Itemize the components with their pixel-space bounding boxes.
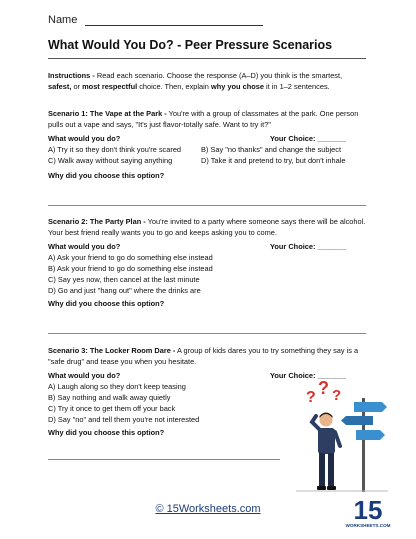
scenario-3-option-b[interactable]: B) Say nothing and walk away quietly (48, 393, 171, 402)
name-line[interactable] (85, 14, 263, 26)
scenario-3-body: A group of kids dares you to try something they say is a "safe drug" and tease you when you hesitate. (48, 346, 359, 367)
sign-arrow-left-icon (341, 416, 373, 425)
scenario-2-question: What would you do? (48, 242, 121, 251)
15worksheets-logo (345, 492, 391, 530)
instructions-text-4: it in 1–2 sentences. (263, 82, 330, 92)
scenario-2-choice-field[interactable]: Your Choice: _______ (270, 242, 347, 251)
instructions-bold-2: most respectful (82, 82, 138, 92)
scenario-3-answer-line[interactable] (48, 459, 280, 460)
person-shoe (327, 486, 336, 490)
scenario-2-option-a[interactable]: A) Ask your friend to go do something else instead (48, 253, 213, 262)
scenario-2-option-b[interactable]: B) Ask your friend to go do something else instead (48, 264, 213, 273)
scenario-3-option-d[interactable]: D) Say "no" and tell them you're not interested (48, 415, 200, 424)
logo-number: 15 (353, 495, 383, 525)
name-row (48, 14, 263, 26)
scenario-1-title: Scenario 1: The Vape at the Park - (48, 109, 167, 118)
instructions-text-1: Read each scenario. Choose the response (A–D) you think is the smartest, (94, 71, 343, 80)
instructions-text-3: choice. Then, explain (137, 82, 211, 92)
question-mark-icon: ? (332, 387, 342, 404)
question-mark-icon: ? (318, 378, 329, 398)
scenario-3-option-c[interactable]: C) Try it once to get them off your back (48, 404, 176, 413)
scenario-1-why-label: Why did you choose this option? (48, 171, 165, 180)
scenario-2-body: You're invited to a party where someone says there will be alcohol. Your best friend really wants you to go and keeps asking you to come. (48, 217, 366, 238)
instructions-lead: Instructions - (48, 71, 95, 80)
scenario-1-question: What would you do? (48, 134, 121, 143)
scenario-2-title: Scenario 2: The Party Plan - (48, 217, 146, 226)
scenario-1-option-d[interactable]: D) Take it and pretend to try, but don't inhale (201, 156, 346, 165)
person-arm (312, 416, 320, 430)
sign-arrow-right-icon (354, 402, 387, 412)
scenario-3-why-label: Why did you choose this option? (48, 428, 165, 437)
person-leg (328, 453, 334, 487)
scenario-1-choice-field[interactable]: Your Choice: _______ (270, 134, 347, 143)
confused-person-illustration (296, 380, 388, 492)
scenario-1-option-c[interactable]: C) Walk away without saying anything (48, 156, 173, 165)
title-divider (48, 58, 366, 59)
person-torso (318, 428, 335, 454)
person-arm (335, 432, 340, 446)
instructions-text-2: or (71, 82, 83, 92)
instructions (48, 70, 370, 93)
name-label: Name (48, 14, 78, 26)
scenario-2-why-label: Why did you choose this option? (48, 299, 165, 308)
scenario-1-option-a[interactable]: A) Try it so they don't think you're scared (48, 145, 182, 154)
scenario-2-text (48, 216, 370, 239)
logo-text: WORKSHEETS.COM (345, 523, 391, 528)
scenario-1-option-b[interactable]: B) Say "no thanks" and change the subject (201, 145, 342, 154)
footer-link[interactable]: © 15Worksheets.com (155, 503, 261, 515)
scenario-1-text (48, 108, 370, 131)
scenario-3-title: Scenario 3: The Locker Room Dare - (48, 346, 176, 355)
sign-arrow-right-icon (356, 430, 385, 440)
instructions-bold-1: safest, (48, 82, 72, 92)
scenario-1-answer-line[interactable] (48, 205, 366, 206)
scenario-3-text (48, 345, 370, 368)
scenario-3-question: What would you do? (48, 371, 121, 380)
instructions-bold-3: why you chose (210, 82, 264, 92)
scenario-3-option-a[interactable]: A) Laugh along so they don't keep teasing (48, 382, 186, 391)
person-leg (319, 453, 325, 487)
scenario-2-answer-line[interactable] (48, 333, 366, 334)
scenario-3-choice-field[interactable]: Your Choice: _______ (270, 371, 347, 380)
signpost-pole (362, 398, 365, 492)
scenario-1-body: You're with a group of classmates at the park. One person pulls out a vape and says, "It's just flavor-totally safe. Want to try it?" (48, 109, 359, 130)
question-mark-icon: ? (306, 389, 316, 406)
page-title: What Would You Do? - Peer Pressure Scenarios (48, 38, 333, 52)
scenario-2-option-c[interactable]: C) Say yes now, then cancel at the last minute (48, 275, 200, 284)
person-shoe (317, 486, 326, 490)
scenario-2-option-d[interactable]: D) Go and just "hang out" where the drinks are (48, 286, 201, 295)
